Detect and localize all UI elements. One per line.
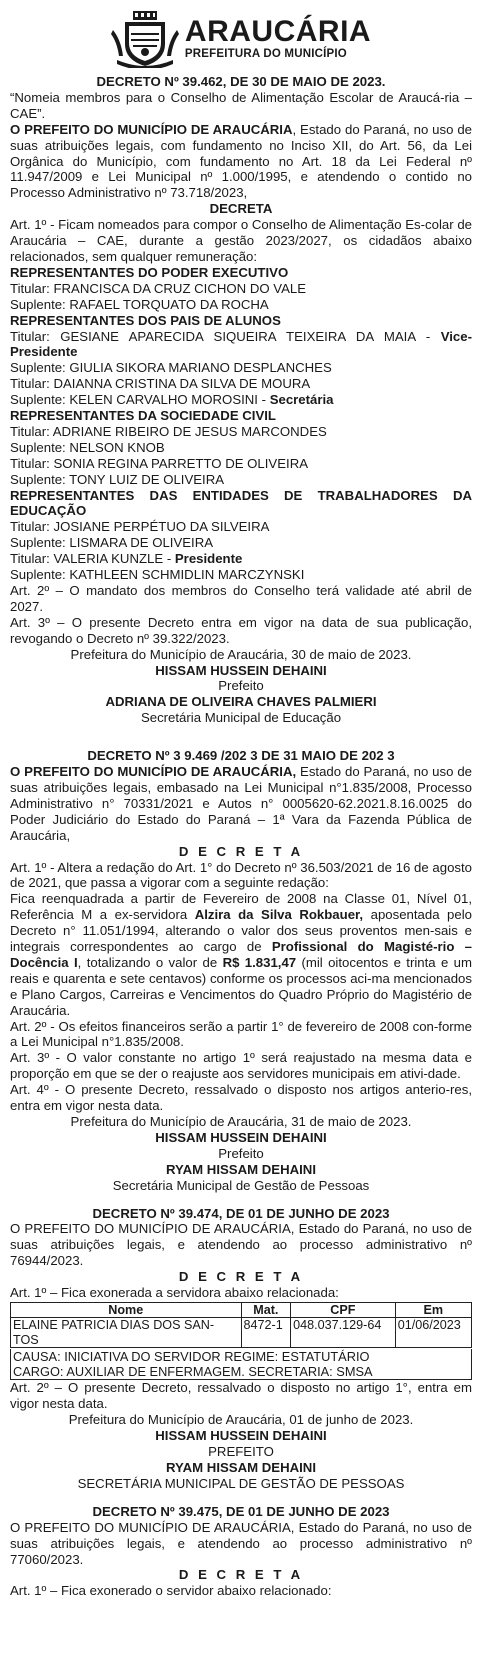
article-1-text (10, 891, 472, 1018)
decreta-heading: D E C R E T A (178, 843, 304, 859)
table-cell: 01/06/2023 (395, 1318, 471, 1348)
text-run: , totalizando o valor de (77, 954, 223, 970)
signatory-role: Secretária Municipal de Gestão de Pessoas (112, 1177, 370, 1193)
servant-name: Alzira da Silva Rokbauer, (194, 907, 364, 923)
column-header: Mat. (241, 1302, 291, 1318)
column-header: CPF (291, 1302, 396, 1318)
signatory-name: HISSAM HUSSEIN DEHAINI (155, 1428, 327, 1444)
decreta-heading: DECRETA (209, 201, 273, 217)
signatory-role: SECRETÁRIA MUNICIPAL DE GESTÃO DE PESSOAS (77, 1475, 405, 1491)
article-2: Art. 2º – O mandato dos membros do Conselho terá validade até abril de 2027. (10, 583, 472, 614)
place-date: Prefeitura do Município de Araucária, 01 de junho de 2023. (68, 1412, 414, 1428)
decree-preamble: O PREFEITO DO MUNICÍPIO DE ARAUCÁRIA, Estado do Paraná, no uso de suas atribuições legais, e atendendo ao processo administrativo nº 76944/2023. (10, 1221, 472, 1269)
text-run: (mil oitocentos e trinta e um reais e quarenta e sete centavos) conforme os processos aci-ma mencionados e Plano Cargos, Carreiras e Vencimentos do Quadro Próprio do Magistério de Araucária. (10, 954, 472, 1018)
table-row (11, 1318, 472, 1348)
termination-details (10, 1349, 472, 1380)
decree-title: DECRETO Nº 39.462, DE 30 DE MAIO DE 2023. (96, 74, 386, 89)
signatory-name: RYAM HISSAM DEHAINI (166, 1161, 316, 1177)
decree-summary: “Nomeia membros para o Conselho de Alimentação Escolar de Araucá-ria – CAE”. (10, 89, 472, 121)
group-heading: REPRESENTANTES DOS PAIS DE ALUNOS (10, 312, 281, 328)
city-coat-of-arms-icon (111, 10, 179, 68)
column-header: Nome (11, 1302, 242, 1318)
member-line: Suplente: TONY LUIZ DE OLIVEIRA (10, 471, 225, 487)
group-heading: REPRESENTANTES DA SOCIEDADE CIVIL (10, 408, 276, 424)
article-3: Art. 3º – O presente Decreto entra em vigor na data de sua publicação, revogando o Decreto nº 39.322/2023. (10, 614, 472, 646)
decree-title: DECRETO Nº 39.475, DE 01 DE JUNHO DE 2023 (92, 1503, 390, 1519)
member-line: Suplente: RAFAEL TORQUATO DA ROCHA (10, 296, 269, 312)
member-line: Suplente: KATHLEEN SCHMIDLIN MARCZYNSKI (10, 567, 305, 583)
member-role: Presidente (174, 551, 243, 567)
decree-preamble (10, 764, 472, 844)
member-line: Suplente: LISMARA DE OLIVEIRA (10, 535, 214, 551)
preamble-text: Estado do Paraná, no uso de suas atribuições legais, embasado na Lei Municipal n°1.835/2008, Processo Administrativo n° 70331/2021 e Autos n° 0005620-62.2021.8.16.0025 do Poder Judiciário do Estado do Paraná – 1ª Vara da Fazenda Pública de Araucária, (10, 764, 473, 843)
masthead (10, 8, 472, 70)
article-1: Art. 1º - Altera a redação do Art. 1° do Decreto nº 36.503/2021 de 16 de agosto de 2021, que passa a vigorar com a seguinte redação: (10, 859, 472, 891)
table-cell: 048.037.129-64 (291, 1318, 396, 1348)
member-role: Secretária (269, 392, 334, 408)
preamble-text: , Estado do Paraná, no uso de suas atribuições legais, com fundamento no Inciso XII, do Art. 56, da Lei Orgânica do Município, com fundamento no Art. 18 da Lei Federal nº 11.947/2009 e Lei Municipal nº 1.000/1995, e atendendo o contido no Processo Administrativo nº 73.718/2023, (10, 121, 472, 201)
signatory-role: Prefeito (218, 1145, 264, 1161)
article-1: Art. 1º – Fica exonerada a servidora abaixo relacionada: (10, 1285, 339, 1301)
decree-39462 (10, 74, 472, 726)
signatory-name: HISSAM HUSSEIN DEHAINI (155, 662, 327, 678)
article-2: Art. 2º - Os efeitos financeiros serão a partir 1° de fevereiro de 2008 con-forme a Lei Municipal n°1.835/2008. (10, 1018, 472, 1050)
table-cell: 8472-1 (241, 1318, 291, 1348)
member-role: Vice-Presidente (10, 328, 472, 360)
text-run: Fica reenquadrada a partir de Fevereiro de 2008 na Classe 01, Nível 01, Referência M a ex-servidora (10, 891, 472, 923)
preamble-bold: O PREFEITO DO MUNICÍPIO DE ARAUCÁRIA (10, 121, 293, 137)
cause-line: CARGO: AUXILIAR DE ENFERMAGEM. SECRETARIA: SMSA (13, 1364, 373, 1380)
signatory-role: Prefeito (218, 678, 264, 694)
table-cell: ELAINE PATRICIA DIAS DOS SAN-TOS (11, 1318, 242, 1348)
member-line (10, 392, 472, 408)
article-1: Art. 1º – Fica exonerado o servidor abaixo relacionado: (10, 1583, 332, 1599)
member-line: Suplente: GIULIA SIKORA MARIANO DESPLANCHES (10, 360, 332, 376)
member-line (10, 329, 472, 361)
member-line: Suplente: NELSON KNOB (10, 439, 165, 455)
article-4: Art. 4º - O presente Decreto, ressalvado o disposto nos artigos anterio-res, entra em vigor nesta data. (10, 1082, 472, 1114)
table-header-row (11, 1302, 472, 1318)
decree-title: DECRETO Nº 39.474, DE 01 DE JUNHO DE 2023 (92, 1205, 390, 1221)
member-text: Titular: GESIANE APARECIDA SIQUEIRA TEIXEIRA DA MAIA - (10, 328, 441, 344)
column-header: Em (395, 1302, 471, 1318)
amount: R$ 1.831,47 (222, 954, 297, 970)
decree-preamble: O PREFEITO DO MUNICÍPIO DE ARAUCÁRIA, Estado do Paraná, no uso de suas atribuições legais, e atendendo ao processo administrativo nº 77060/2023. (10, 1519, 472, 1567)
article-2: Art. 2º – O presente Decreto, ressalvado o disposto no artigo 1°, entra em vigor nesta data. (10, 1380, 472, 1412)
member-text: Titular: VALERIA KUNZLE - (10, 551, 175, 567)
place-date: Prefeitura do Município de Araucária, 30 de maio de 2023. (70, 646, 412, 662)
cause-line: CAUSA: INICIATIVA DO SERVIDOR REGIME: ESTATUTÁRIO (13, 1349, 370, 1365)
decree-39474 (10, 1206, 472, 1492)
article-3: Art. 3º - O valor constante no artigo 1º será reajustado na mesma data e proporção em que se der o reajuste aos servidores municipais em ativi-dade. (10, 1050, 472, 1082)
signatory-role: Secretária Municipal de Educação (140, 710, 342, 726)
member-line: Titular: SONIA REGINA PARRETTO DE OLIVEIRA (10, 455, 309, 471)
city-subtitle: PREFEITURA DO MUNICÍPIO (184, 48, 347, 61)
place-date: Prefeitura do Município de Araucária, 31 de maio de 2023. (70, 1114, 412, 1129)
decree-title: DECRETO Nº 3 9.469 /202 3 DE 31 MAIO DE 202 3 (87, 748, 395, 764)
group-heading: REPRESENTANTES DAS ENTIDADES DE TRABALHADORES DA EDUCAÇÃO (10, 487, 472, 519)
position-name: Profissional do Magisté-rio – Docência I (10, 939, 472, 970)
decreta-heading: D E C R E T A (178, 1269, 304, 1285)
city-name: ARAUCÁRIA (184, 15, 372, 49)
member-line: Titular: JOSIANE PERPÉTUO DA SILVEIRA (10, 519, 270, 535)
decree-39469 (10, 748, 472, 1193)
member-line: Titular: DAIANNA CRISTINA DA SILVA DE MOURA (10, 376, 311, 392)
decree-39475 (10, 1504, 472, 1599)
servant-table (10, 1302, 472, 1349)
decreta-heading: D E C R E T A (178, 1567, 304, 1583)
signatory-name: ADRIANA DE OLIVEIRA CHAVES PALMIERI (105, 694, 377, 710)
member-line (10, 551, 472, 567)
text-run: aposentada pelo Decreto n° 11.051/1994, alterando o valor dos seus proventos men-sais e integrais correspondentes ao cargo de (10, 907, 472, 955)
signatory-name: HISSAM HUSSEIN DEHAINI (155, 1129, 327, 1145)
decree-preamble (10, 122, 472, 202)
signatory-role: PREFEITO (208, 1444, 274, 1460)
member-line: Titular: ADRIANE RIBEIRO DE JESUS MARCONDES (10, 423, 327, 439)
article-1: Art. 1º - Ficam nomeados para compor o Conselho de Alimentação Es-colar de Araucária – CAE, durante a gestão 2023/2027, os cidadãos abaixo relacionados, sem qualquer remuneração: (10, 217, 472, 264)
member-line: Titular: FRANCISCA DA CRUZ CICHON DO VALE (10, 280, 307, 296)
group-heading: REPRESENTANTES DO PODER EXECUTIVO (10, 264, 289, 280)
member-text: Suplente: KELEN CARVALHO MOROSINI - (10, 392, 270, 408)
signatory-name: RYAM HISSAM DEHAINI (166, 1460, 316, 1475)
preamble-bold: O PREFEITO DO MUNICÍPIO DE ARAUCÁRIA, (10, 764, 297, 780)
